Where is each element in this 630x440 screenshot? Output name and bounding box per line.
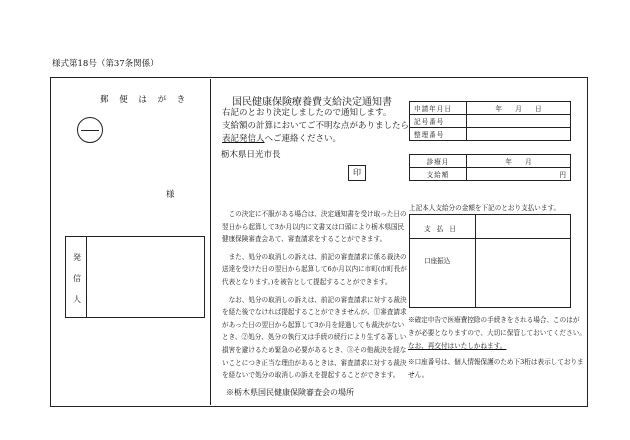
issuer-mayor: 栃木県日光市長	[221, 150, 281, 160]
payment-box	[409, 214, 571, 308]
table-value: 年 月 日	[467, 102, 571, 115]
bank-transfer-label: 口座振込	[424, 257, 451, 265]
postal-mark-icon	[77, 117, 103, 143]
notice-line-1: 右記のとおり決定しましたので通知します。	[222, 108, 392, 118]
addressee-suffix: 様	[166, 190, 175, 200]
table-label: 記号番号	[410, 115, 467, 128]
table-value: 年 月	[467, 155, 571, 168]
table-row	[410, 155, 571, 168]
postcard-divider	[210, 79, 211, 405]
table-label: 支給額	[410, 168, 467, 181]
table-value	[467, 115, 571, 128]
note-account: ※口座番号は、個人情報保護のため下3桁は表示しておりません。	[408, 358, 584, 380]
table-value: 円	[467, 168, 571, 181]
notice-line-2: 支給額の計算においてご不明な点がありましたら	[222, 121, 410, 131]
benefit-info-table	[409, 154, 571, 181]
notice-line-3-rest: へご連絡ください。	[264, 134, 342, 144]
form-number: 様式第18号（第37条関係）	[52, 59, 159, 69]
sender-reference: 表記発信人	[222, 134, 265, 144]
paragraph: なお、処分の取消しの訴えは、前記の審査請求に対する裁決を経た後でなければ提起することができませんが、①審査請求があった日の翌日から起算して3か月を経過しても裁決がないとき、②処分、処分の執行又は手続の続行により生ずる著しい損害を避けるため緊急の必要があるとき、③その他裁決を経ないことにつき正当な理由があるときは、審査請求に対する裁決を経ないで処分の取消しの訴えを提起することができます。	[222, 295, 407, 380]
sender-box	[65, 236, 205, 318]
table-label: 診療月	[410, 155, 467, 168]
notice-line-3	[222, 133, 412, 146]
table-row	[410, 168, 571, 181]
notice-title: 国民健康保険療養費支給決定通知書	[232, 97, 392, 108]
note-tax-text: ※確定申告で医療費控除の手続きをされる場合、このはがきが必要となりますので、大切に保管しておいてください。	[408, 316, 586, 337]
table-row	[410, 102, 571, 115]
review-board-location: ※栃木県国民健康保険審査会の場所	[226, 388, 354, 397]
paragraph: この決定に不服がある場合は、決定通知書を受け取った日の翌日から起算して3か月以内に文書又は口頭により栃木県国民健康保険審査会あて、審査請求をすることができます。	[222, 210, 407, 244]
table-row	[410, 115, 571, 128]
table-row	[410, 128, 571, 141]
postcard-title: 郵 便 は が き	[100, 95, 190, 105]
sender-label: 発 信 人	[73, 253, 81, 304]
table-label: 申請年月日	[410, 102, 467, 115]
note-tax	[408, 314, 586, 352]
payment-box-divider	[475, 215, 476, 307]
table-value	[467, 128, 571, 141]
paragraph: また、処分の取消しの訴えは、前記の審査請求に係る裁決の送達を受けた日の翌日から起算して6か月以内に市町(市町長が代表となります。)を被告として提起することができます。	[222, 252, 407, 286]
application-info-table	[409, 101, 571, 141]
notice-body	[222, 107, 412, 146]
note-no-reissue: なお、再交付はいたしかねます。	[408, 341, 507, 350]
notes	[408, 314, 586, 386]
appeal-paragraphs	[222, 208, 408, 387]
payment-note: 上記本人支給分の金額を下記のとおり支払います。	[409, 204, 561, 212]
sender-box-divider	[86, 236, 87, 318]
payment-date-label: 支 払 日	[424, 225, 458, 233]
table-label: 整理番号	[410, 128, 467, 141]
seal-mark: 印	[348, 165, 366, 181]
